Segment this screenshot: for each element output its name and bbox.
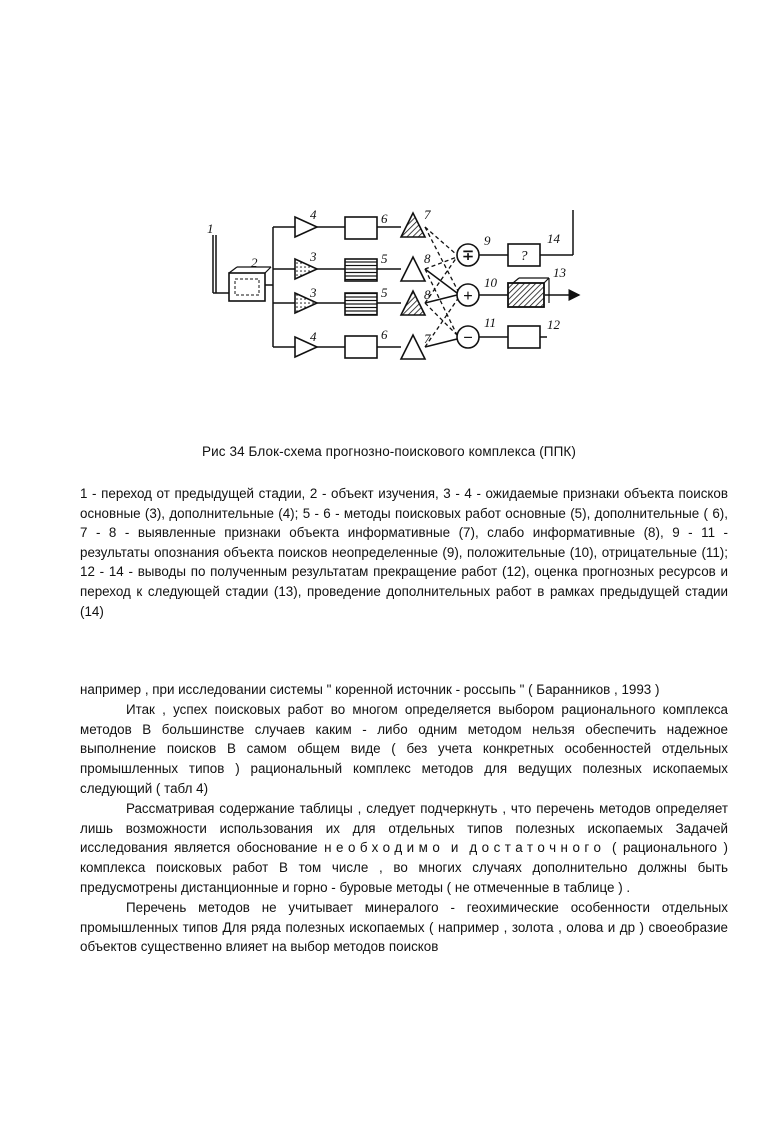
paragraph-2: Итак , успех поисковых работ во многом определяется выбором рационального комплекса методов В большинстве случаев каким - либо одним методом нельзя обеспечить надежное выполнение поисков В самом общем виде ( без учета конкретных особенностей отдельных промышленных типов ) рациональный комплекс методов для ведущих полезных ископаемых следующий ( табл 4) (80, 701, 728, 796)
block-6-bottom (345, 336, 377, 358)
label-9: 9 (484, 233, 491, 248)
label-3-lower: 3 (310, 285, 317, 300)
label-7-bottom: 7 (424, 331, 431, 346)
label-8-lower: 8 (424, 287, 431, 302)
paragraph-3-start: Рассматривая содержание таблицы , следует подчеркнуть , что перечень методов определяет лишь возможности использования их для отдельных типов полезных ископаемых Задачей исследования является обоснование (80, 800, 728, 856)
paragraph-4: Перечень методов не учитывает минералого - геохимические особенности отдельных промышленных типов Для ряда полезных ископаемых ( например , золота , олова и др ) своеобразие объектов существенно влияет на выбор методов поисков (80, 899, 728, 955)
label-2: 2 (251, 255, 258, 270)
label-8-upper: 8 (424, 251, 431, 266)
block-5-lower (345, 293, 377, 315)
label-13: 13 (553, 265, 566, 280)
triangle-7-top (401, 213, 425, 237)
label-10: 10 (484, 275, 497, 290)
spaced-word-and: и (450, 840, 463, 856)
symbol-question: ? (520, 249, 528, 264)
symbol-plus: + (463, 286, 473, 305)
triangle-8-upper (401, 257, 425, 281)
label-1: 1 (207, 221, 214, 236)
block-12 (508, 326, 540, 348)
label-4-bottom: 4 (310, 329, 317, 344)
label-11: 11 (484, 315, 497, 330)
label-6-bottom: 6 (381, 327, 388, 342)
triangle-8-lower (401, 291, 425, 315)
label-5-upper: 5 (381, 251, 388, 266)
body-text (80, 680, 728, 957)
block-6-top (345, 217, 377, 239)
label-12: 12 (547, 317, 560, 332)
label-3-upper: 3 (310, 249, 317, 264)
paragraph-3-end: ( рационального ) комплекса поисковых работ В том числе , во многих случаях дополнительно должны быть предусмотрены дистанционные и горно - буровые методы ( не отмеченные в таблице ) . (80, 840, 728, 895)
figure-legend: 1 - переход от предыдущей стадии, 2 - объект изучения, 3 - 4 - ожидаемые признаки объекта поисков основные (3), дополнительные (4); 5 - 6 - методы поисковых работ основные (5), дополнительные ( 6), 7 - 8 - выявленные признаки объекта информативные (7), слабо информативные (8), 9 - 11 - результаты опознания объекта поисков неопределенные (9), положительные (10), отрицательные (11); 12 - 14 - выводы по полученным результатам прекращение работ (12), оценка прогнозных ресурсов и переход к следующей стадии (13), проведение дополнительных работ в рамках предыдущей стадии (14) (80, 486, 728, 619)
object-block (229, 267, 271, 301)
triangle-7-bottom (401, 335, 425, 359)
figure-caption: Рис 34 Блок-схема прогнозно-поискового комплекса (ППК) (202, 444, 576, 459)
paragraph-1: например , при исследовании системы " коренной источник - россыпь " ( Баранников , 1993 ) (80, 682, 660, 697)
label-14: 14 (547, 231, 560, 246)
symbol-minus: − (463, 328, 473, 347)
block-13 (508, 283, 544, 307)
block-5-upper (345, 259, 377, 281)
label-7-top: 7 (424, 207, 431, 222)
spaced-word-necessary: необходимо (324, 840, 445, 856)
label-6-top: 6 (381, 211, 388, 226)
paragraph-3 (80, 799, 728, 898)
spaced-word-sufficient: достаточного (469, 840, 606, 856)
label-4-top: 4 (310, 207, 317, 222)
symbol-minus-plus: ∓ (461, 248, 475, 264)
label-5-lower: 5 (381, 285, 388, 300)
block-diagram (195, 205, 590, 375)
